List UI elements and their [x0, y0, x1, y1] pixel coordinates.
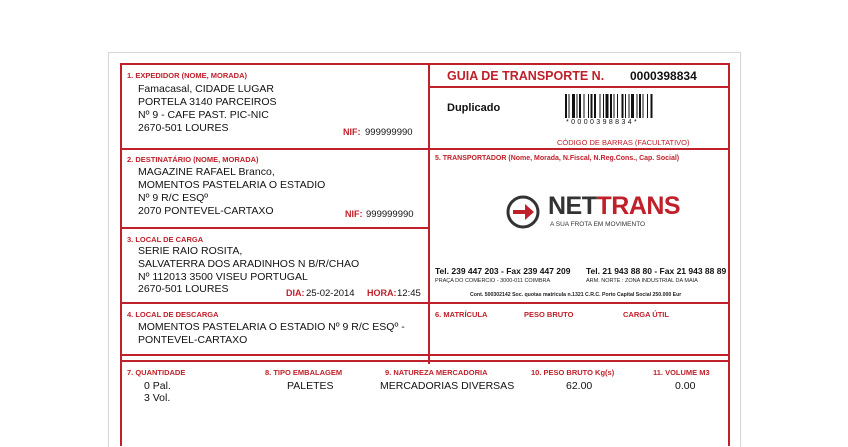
item-quantity-1: 0 Pal.: [144, 380, 171, 392]
logo-net: NET: [548, 192, 597, 220]
carga-line-1: SERIE RAIO ROSITA,: [138, 245, 243, 257]
destinatario-line-4: 2070 PONTEVEL-CARTAXO: [138, 205, 274, 217]
carga-hora-label: HORA:: [367, 288, 397, 298]
carga-line-4: 2670-501 LOURES: [138, 283, 229, 295]
destinatario-nif-label: NIF:: [345, 209, 363, 219]
row-divider: [120, 148, 730, 150]
transportador-tel-left: Tel. 239 447 203 - Fax 239 447 209: [435, 266, 571, 276]
guia-title: GUIA DE TRANSPORTE N.: [447, 69, 605, 83]
transportador-address-left: PRAÇA DO COMERCIO - 3000-011 COIMBRA: [435, 278, 551, 284]
expedidor-nif-value: 999999990: [365, 127, 413, 138]
transportador-address-right: ARM. NORTE : ZONA INDUSTRIAL DA MAIA: [586, 278, 698, 284]
carga-dia-label: DIA:: [286, 288, 305, 298]
barcode-text: *0000398834*: [566, 119, 640, 126]
row-divider: [428, 86, 730, 88]
item-peso: 62.00: [566, 380, 593, 392]
copy-label: Duplicado: [447, 102, 501, 114]
destinatario-label: 2. DESTINATÁRIO (NOME, MORADA): [127, 155, 259, 164]
carga-line-2: SALVATERRA DOS ARADINHOS N B/R/CHAO: [138, 258, 360, 270]
carga-label: 3. LOCAL DE CARGA: [127, 235, 204, 244]
transportador-label: 5. TRANSPORTADOR (Nome, Morada, N.Fiscal, N.Reg.Cons., Cap. Social): [435, 155, 680, 162]
barcode: [565, 94, 685, 120]
carga-dia-value: 25-02-2014: [306, 288, 355, 299]
expedidor-label: 1. EXPEDIDOR (NOME, MORADA): [127, 71, 248, 80]
carga-line-3: Nº 112013 3500 VISEU PORTUGAL: [138, 271, 308, 283]
destinatario-line-1: MAGAZINE RAFAEL Branco,: [138, 166, 275, 178]
transportador-tel-right: Tel. 21 943 88 80 - Fax 21 943 88 89: [586, 266, 727, 276]
item-quantity-2: 3 Vol.: [144, 392, 171, 404]
destinatario-line-3: Nº 9 R/C ESQº: [138, 192, 209, 204]
item-natureza: MERCADORIAS DIVERSAS: [380, 380, 515, 392]
row-divider: [120, 227, 430, 229]
row-divider: [120, 302, 730, 304]
header-peso-bruto: 10. PESO BRUTO Kg(s): [531, 368, 615, 377]
header-volume: 11. VOLUME M3: [653, 368, 710, 377]
column-divider: [428, 63, 430, 364]
guia-number: 0000398834: [630, 69, 697, 83]
peso-bruto-label: PESO BRUTO: [524, 310, 574, 319]
destinatario-nif-value: 999999990: [366, 209, 414, 220]
carga-hora-value: 12:45: [397, 288, 421, 299]
descarga-line-2: PONTEVEL-CARTAXO: [138, 334, 248, 346]
nettrans-logo: [500, 188, 681, 236]
descarga-label: 4. LOCAL DE DESCARGA: [127, 310, 219, 319]
logo-trans: TRANS: [596, 192, 681, 220]
arrow-circle-icon: [505, 194, 541, 230]
expedidor-line-3: Nº 9 - CAFE PAST. PIC-NIC: [138, 109, 269, 121]
expedidor-nif-label: NIF:: [343, 127, 361, 137]
matricula-label: 6. MATRÍCULA: [435, 310, 488, 319]
expedidor-line-2: PORTELA 3140 PARCEIROS: [138, 96, 277, 108]
item-tipo: PALETES: [287, 380, 334, 392]
header-natureza-mercadoria: 9. NATUREZA MERCADORIA: [385, 368, 488, 377]
expedidor-line-4: 2670-501 LOURES: [138, 122, 229, 134]
row-divider: [120, 354, 730, 356]
transportador-legal: Cont. 500302142 Soc. quotas matricula n.1321 C.R.C. Porto Capital Social 250.000 Eur: [470, 292, 682, 298]
carga-util-label: CARGA ÚTIL: [623, 310, 669, 319]
item-volume: 0.00: [675, 380, 696, 392]
descarga-line-1: MOMENTOS PASTELARIA O ESTADIO Nº 9 R/C ESQº -: [138, 321, 405, 333]
expedidor-line-1: Famacasal, CIDADE LUGAR: [138, 83, 274, 95]
row-divider: [120, 360, 730, 362]
logo-tagline: A SUA FROTA EM MOVIMENTO: [550, 221, 646, 228]
destinatario-line-2: MOMENTOS PASTELARIA O ESTADIO: [138, 179, 326, 191]
header-tipo-embalagem: 8. TIPO EMBALAGEM: [265, 368, 343, 377]
header-quantidade: 7. QUANTIDADE: [127, 368, 186, 377]
barcode-caption: CÓDIGO DE BARRAS (FACULTATIVO): [557, 138, 690, 147]
